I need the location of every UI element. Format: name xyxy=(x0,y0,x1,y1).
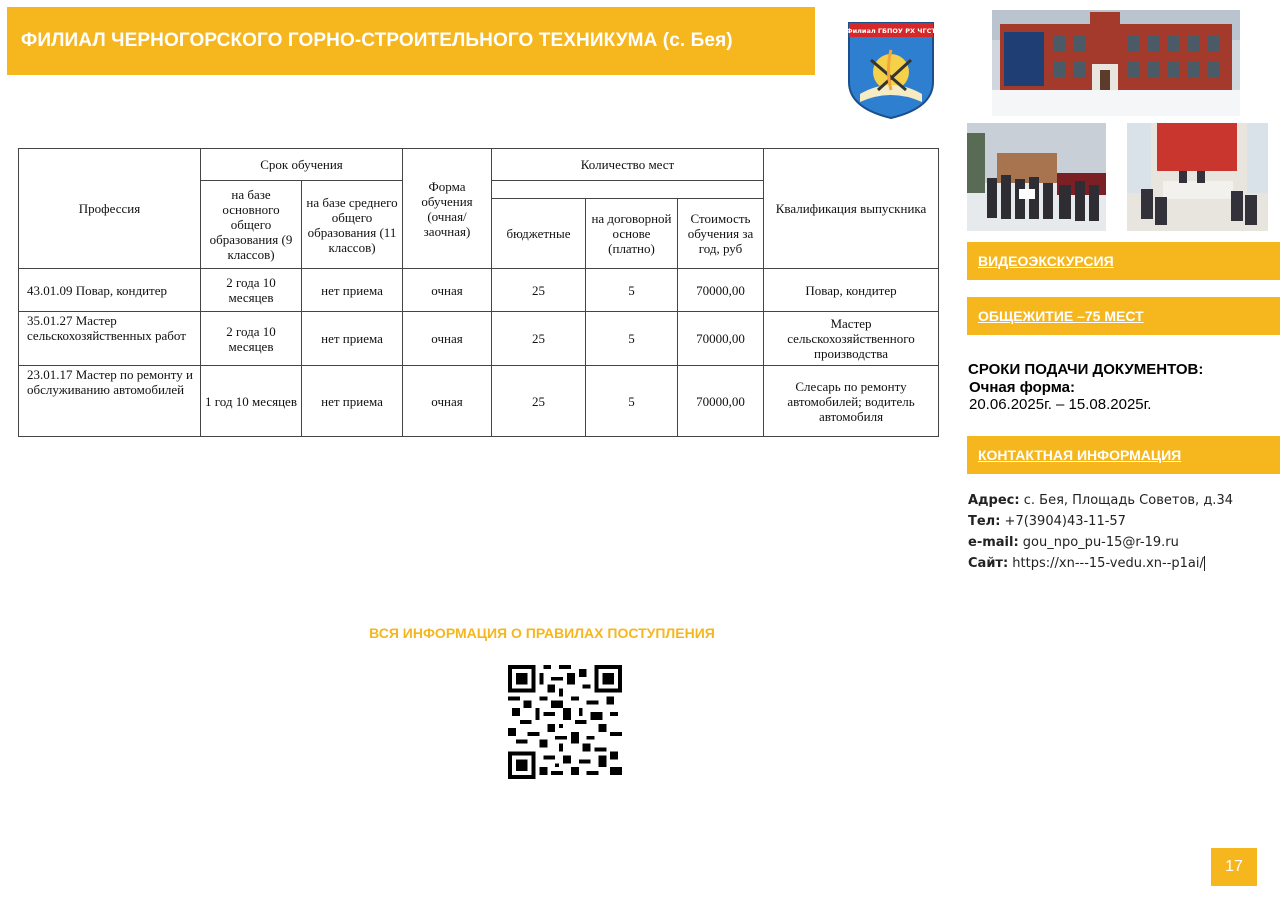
email-value[interactable]: gou_npo_pu-15@r-19.ru xyxy=(1022,535,1179,550)
text-cursor xyxy=(1204,556,1205,571)
cell-term-basic: 1 год 10 месяцев xyxy=(201,366,302,437)
page-title: ФИЛИАЛ ЧЕРНОГОРСКОГО ГОРНО-СТРОИТЕЛЬНОГО ТЕХНИКУМА (с. Бея) xyxy=(21,30,733,51)
header-term-basic: на базе основного общего образования (9 классов) xyxy=(201,181,302,269)
address-value: с. Бея, Площадь Советов, д.34 xyxy=(1023,493,1233,508)
deadlines-block xyxy=(968,361,1268,413)
cell-contract: 5 xyxy=(586,312,678,366)
header-form: Форма обучения (очная/ заочная) xyxy=(403,149,492,269)
table-row xyxy=(19,366,939,437)
cell-budget: 25 xyxy=(492,269,586,312)
contacts-link[interactable] xyxy=(967,436,1280,474)
college-emblem-icon xyxy=(846,20,936,120)
header-term: Срок обучения xyxy=(201,149,403,181)
emblem xyxy=(834,14,950,124)
cell-cost: 70000,00 xyxy=(678,312,764,366)
email-label: e-mail: xyxy=(968,535,1019,550)
cell-term-basic: 2 года 10 месяцев xyxy=(201,312,302,366)
cell-cost: 70000,00 xyxy=(678,269,764,312)
table-row xyxy=(19,312,939,366)
students-group-photo xyxy=(967,123,1106,231)
cell-term-secondary: нет приема xyxy=(302,312,403,366)
deadlines-dates: 20.06.2025г. – 15.08.2025г. xyxy=(969,396,1152,413)
cell-budget: 25 xyxy=(492,366,586,437)
site-value[interactable]: https://xn---15-vedu.xn--p1ai/ xyxy=(1012,556,1204,571)
cell-profession: 43.01.09 Повар, кондитер xyxy=(19,269,201,312)
video-tour-link[interactable] xyxy=(967,242,1280,280)
cell-profession: 35.01.27 Мастер сельскохозяйственных работ xyxy=(19,312,201,366)
admission-rules-link[interactable]: ВСЯ ИНФОРМАЦИЯ О ПРАВИЛАХ ПОСТУПЛЕНИЯ xyxy=(369,625,715,641)
admission-table xyxy=(18,148,938,437)
contact-address-row xyxy=(968,490,1268,511)
contact-phone-row xyxy=(968,511,1268,532)
contact-info xyxy=(968,490,1268,584)
cell-form: очная xyxy=(403,366,492,437)
header-places: Количество мест xyxy=(492,149,764,181)
title-bar xyxy=(7,7,815,75)
video-tour-label: ВИДЕОЭКСКУРСИЯ xyxy=(978,253,1114,269)
contacts-label: КОНТАКТНАЯ ИНФОРМАЦИЯ xyxy=(978,447,1182,463)
contact-site-row xyxy=(968,553,1268,574)
cell-term-basic: 2 года 10 месяцев xyxy=(201,269,302,312)
header-budget: бюджетные xyxy=(492,199,586,269)
building-photo xyxy=(992,10,1240,116)
emblem-caption: Филиал ГБПОУ РХ ЧГСТ xyxy=(846,27,936,35)
dormitory-label: ОБЩЕЖИТИЕ –75 МЕСТ xyxy=(978,308,1144,324)
cell-term-secondary: нет приема xyxy=(302,269,403,312)
cell-cost: 70000,00 xyxy=(678,366,764,437)
cell-qualification: Слесарь по ремонту автомобилей; водитель автомобиля xyxy=(764,366,939,437)
table-row xyxy=(19,269,939,312)
phone-value[interactable]: +7(3904)43-11-57 xyxy=(1004,514,1126,529)
header-contract: на договорной основе (платно) xyxy=(586,199,678,269)
page-number: 17 xyxy=(1211,848,1257,886)
cell-term-secondary: нет приема xyxy=(302,366,403,437)
cell-form: очная xyxy=(403,312,492,366)
cell-qualification: Повар, кондитер xyxy=(764,269,939,312)
dormitory-link[interactable] xyxy=(967,297,1280,335)
header-profession: Профессия xyxy=(19,149,201,269)
contact-email-row xyxy=(968,532,1268,553)
site-label: Сайт: xyxy=(968,556,1009,571)
address-label: Адрес: xyxy=(968,493,1020,508)
phone-label: Тел: xyxy=(968,514,1001,529)
cell-contract: 5 xyxy=(586,366,678,437)
qr-code-icon[interactable] xyxy=(508,665,622,779)
cell-budget: 25 xyxy=(492,312,586,366)
cell-form: очная xyxy=(403,269,492,312)
cell-profession: 23.01.17 Мастер по ремонту и обслуживанию автомобилей xyxy=(19,366,201,437)
cell-qualification: Мастер сельскохозяйственного производства xyxy=(764,312,939,366)
header-cost: Стоимость обучения за год, руб xyxy=(678,199,764,269)
cell-contract: 5 xyxy=(586,269,678,312)
deadlines-heading: СРОКИ ПОДАЧИ ДОКУМЕНТОВ: xyxy=(968,361,1204,378)
meeting-photo xyxy=(1127,123,1268,231)
header-term-secondary: на базе среднего общего образования (11 классов) xyxy=(302,181,403,269)
deadlines-form: Очная форма: xyxy=(969,379,1075,396)
header-qualification: Квалификация выпускника xyxy=(764,149,939,269)
